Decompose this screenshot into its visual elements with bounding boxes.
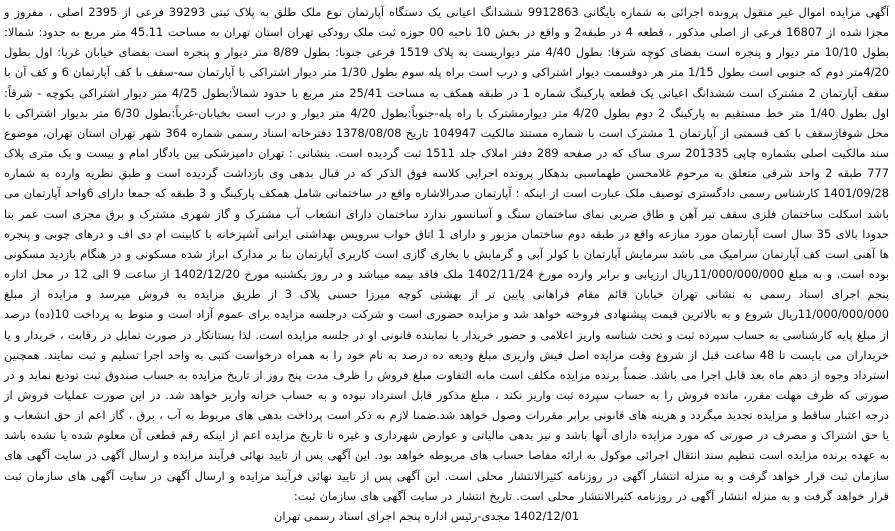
auction-notice-text: آگهی مزایده اموال غیر منقول پرونده اجرائی به شماره بایگانی 9912863 ششدانگ اعیانی یک دستگاه آپارتمان نوع ملک طلق به پلاک ثبتی 39293 فرعی از 2395 اصلی ، مفروز و مجزا شده از 16807 فرعی از اصلی مذکور ، قطعه 4 در طبقه2 و واقع در بخش 10 ناحیه 00 حوزه ثبت ملک رودکی تهران استان تهران به مساحت 45.11 متر مربع به حدود: شمالا: بطول 10/10 متر دیوار و پنجره است بفضای کوچه شرقا: بطول 4/40 متر دیواریست به پلاک 1519 فرعی جنوبا: بطول 8/89 متر دیوار و پنجره است بفضای خیابان غربا: اول بطول 4/20متر دوم که جنوبی است بطول 1/15 متر هر دوقسمت دیوار اشتراکی و درب است براه پله سوم بطول 1/30 متر دیوار اشتراکی با آپارتمان سه-سقف با کف آپارتمان 6 و کف آن با سقف آپارتمان 2 مشترک است ششدانگ اعیانی یک قطعه پارکینگ شماره 1 در طبقه همکف به مساحت 25/41 متر مربع با حدود شمالاً:بطول 4/25 متر دیوار اشتراکی بکوچه - شرقاً: اول بطول 1/40 متر خط مستقیم به پارکینگ 2 دوم بطول 4/20 متر دیوارمشترک با راه پله-جنوباً:بطول 4/20 متر دیوار و درب است بخیابان-غرباً:بطول 6/30 متر بدیوار اشتراکی با محل شوفاژسقف با کف قسمتی از آپارتمان 1 مشترک است با شماره مستند مالکیت 104947 تاریخ 1378/08/08 دفترخانه اسناد رسمی شماره 364 شهر تهران استان تهران، موضوع سند مالکیت اصلی بشماره چاپی 201335 سری ساک که در صفحه 289 دفتر املاک جلد 1511 ثبت گردیده است. بنشانی : تهران دامپزشکی بین یادگار امام و بیست و یک متری پلاک 777 طبقه 2 واحد شرقی متعلق به مرحوم غلامحسن طهماسبی بدهکار پرونده اجرایی کلاسه فوق الذکر که در قبال بدهی وی بازداشت گردیده است و طبق نظریه وارده به شماره 1401/09/28 کارشناس رسمی دادگستری توصیف ملک عبارت است از اینکه : آپارتمان صدرالاشاره واقع در ساختمانی شامل همکف پارکینگ و 3 طبقه که جمعا دارای 6واحد آپارتمان می باشد اسکلت ساختمان فلزی سقف تیر آهن و طاق ضربی نمای ساختمان سنگ و آسانسور ندارد ساختمان دارای انشعاب آب مشترک و گاز شهری مشترک و برق مجزی است عمر بنا حدودا بالای 35 سال است آپارتمان مورد منازعه واقع در طبقه دوم ساختمان مزبور و دارای 1 اتاق خواب سرویس بهداشتی ایرانی آشپزخانه با کابینت ام دی اف و درهای چوبی و پنجره ها آهنی است کف آپارتمان سرامیک می باشد سرمایش آپارتمان با کولر آبی و گرمایش با بخاری گازی است کاربری آپارتمان بنا بر مدارک ابراز شده مسکونی و در هنگام بازدید مسکونی بوده است. و به مبلغ 11/000/000/000ریال ارزیابی و برابر وارده مورخ 1402/11/24 ملک فاقد بیمه میباشد و در روز یکشنبه مورخ 1402/12/20 از ساعت 9 الی 12 در محل اداره پنجم اجرای اسناد رسمی به نشانی تهران خیابان قائم مقام فراهانی پایین تر از بهشتی کوچه میرزا حسنی پلاک 3 از طریق مزایده به فروش میرسد و مزایده از مبلغ 11/000/000/000ریال شروع و به بالاترین قیمت پیشنهادی فروخته خواهد شد و مزایده حضوری است و شرکت درجلسه مزایده برای عموم آزاد است و منوط به پرداخت 10(ده) درصد از مبلغ پایه کارشناسی به حساب سپرده ثبت و تحت شناسه واریز اعلامی و حضور خریدار یا نماینده قانونی او در جلسه مزایده است. لذا بستانکار در صورت تمایل در رقابت ، خریدار و یا خریداران می بایست تا 48 ساعت قبل از شروع وقت مزایده اصل فیش واریزی مبلغ ودیعه ده درصد به نام خود را به همراه درخواست کتبی به واحد اجرا تسلیم و ثبت نمایند. همچنین استرداد وجوه از دهم ماه بعد قابل اجرا می باشد. ضمناً برنده مزایده مکلف است مابه التفاوت مبلغ فروش را ظرف مدت پنج روز از تاریخ مزایده به حساب صندوق ثبت تودیع نماید و در صورتی که ظرف مهلت مقرر، مانده فروش را به حساب سپرده ثبت واریز نکند ، مبلغ مذکور قابل استرداد نبوده و به حساب خزانه واریز خواهد شد. در این صورت عملیات فروش از درجه اعتبار ساقط و مزایده تجدید میگردد و هزینه های قانونی برابر مقررات وصول خواهد شد.ضمنا لازم به ذکر است پرداخت بدهی های مربوط به آب ، برق ، گاز اعم از حق انشعاب و یا حق اشتراک و مصرف در صورتی که مورد مزایده دارای آنها باشد و نیز بدهی مالیاتی و عوارض شهرداری و غیره تا تاریخ مزایده اعم از اینکه رقم قطعی آن معلوم شده یا نشده باشد به عهده برنده مزایده است تنظیم سند انتقال اجرائی موکول به ارائه مفاصا حساب های مربوطه خواهد بود. این آگهی پس از تایید نهائی فرآیند مزایده و ارسال آگهی در سایت آگهی های سازمان ثبت قرار خواهد گرفت و به منزله انتشار آگهی در روزنامه کثیرالانتشار محلی است. این آگهی پس از تایید نهائی فرآیند مزایده و ارسال آگهی در سایت آگهی های سازمان ثبت قرار خواهد گرفت و به منزله انتشار آگهی در روزنامه کثیرالانتشار محلی است. تاریخ انتشار در سایت آگهی های سازمان ثبت: xyxy=(4,5,890,503)
notice-signature-line: 1402/12/01 مجدی-رئیس اداره پنجم اجرای اسناد رسمی تهران xyxy=(274,508,580,523)
